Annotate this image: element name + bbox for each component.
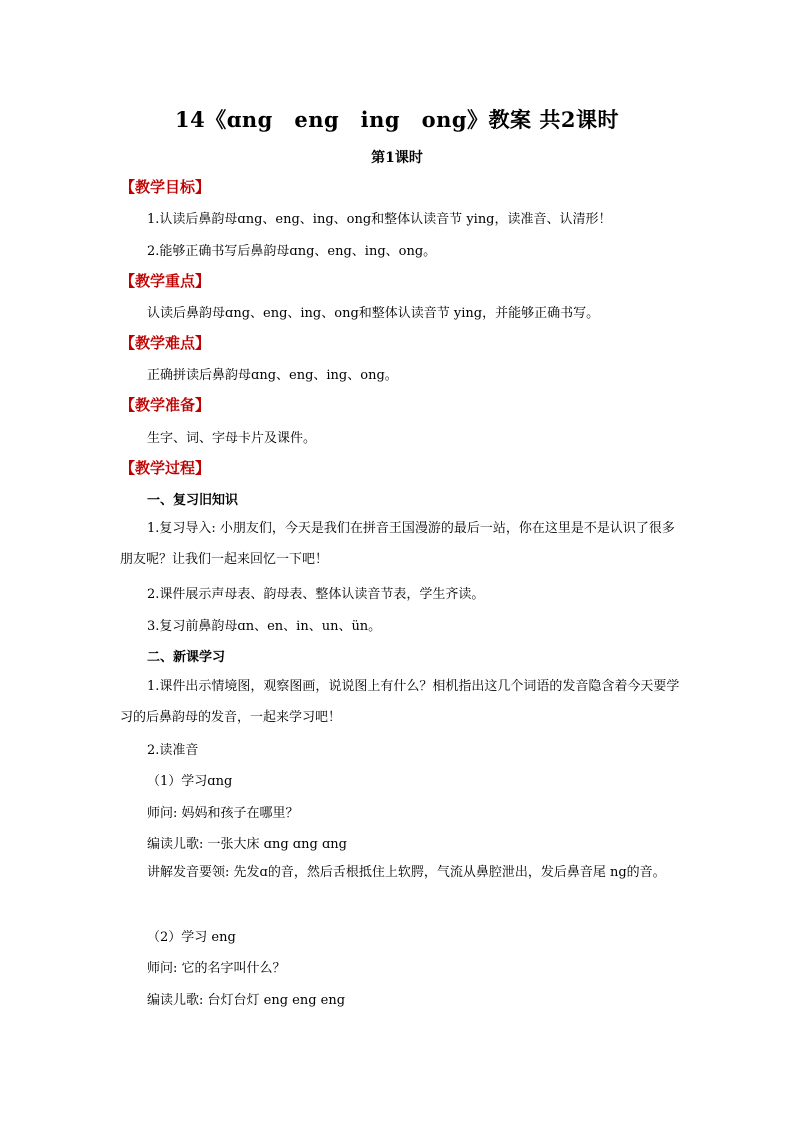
heading-key-points: 【教学重点】 xyxy=(120,272,211,290)
part2-title: 二、新课学习 xyxy=(147,650,226,665)
sub1-explain: 讲解发音要领: 先发ɑ的音，然后舌根抵住上软腭，气流从鼻腔泄出，发后鼻音尾 ng的音。 xyxy=(147,865,666,880)
part1-item-1: 1.复习导入: 小朋友们，今天是我们在拼音王国漫游的最后一站，你在这里是不是认识了很多朋友呢？让我们一起来回忆一下吧！ xyxy=(120,521,675,567)
preparation-text: 生字、词、字母卡片及课件。 xyxy=(147,431,317,446)
part1-item-3: 3.复习前鼻韵母ɑn、en、in、un、ün。 xyxy=(147,619,382,634)
part2-item-1: 1.课件出示情境图，观察图画，说说图上有什么？相机指出这几个词语的发音隐含着今天要学习的后鼻韵母的发音，一起来学习吧！ xyxy=(120,679,680,725)
document-title: 14《ɑng eng ing ong》教案 共2课时 xyxy=(175,107,619,132)
goal-item-2: 2.能够正确书写后鼻韵母ɑng、eng、ing、ong。 xyxy=(147,244,437,259)
heading-process: 【教学过程】 xyxy=(120,459,211,477)
difficulties-text: 正确拼读后鼻韵母ɑng、eng、ing、ong。 xyxy=(147,368,398,383)
sub2-title: （2）学习 eng xyxy=(147,930,236,945)
part2-item-2: 2.读准音 xyxy=(147,743,199,758)
sub1-title: （1）学习ɑng xyxy=(147,774,233,789)
goal-item-1: 1.认读后鼻韵母ɑng、eng、ing、ong和整体认读音节 ying，读准音、认清形！ xyxy=(147,212,612,227)
sub2-question: 师问: 它的名字叫什么？ xyxy=(147,961,286,976)
heading-preparation: 【教学准备】 xyxy=(120,396,211,414)
heading-difficulties: 【教学难点】 xyxy=(120,334,211,352)
part1-item-2: 2.课件展示声母表、韵母表、整体认读音节表，学生齐读。 xyxy=(147,587,485,602)
heading-goals: 【教学目标】 xyxy=(120,178,211,196)
sub1-song: 编读儿歌: 一张大床 ɑng ɑng ɑng xyxy=(147,837,347,852)
part1-title: 一、复习旧知识 xyxy=(147,493,239,508)
sub1-question: 师问: 妈妈和孩子在哪里？ xyxy=(147,806,299,821)
sub2-song: 编读儿歌: 台灯台灯 eng eng eng xyxy=(147,993,346,1008)
key-points-text: 认读后鼻韵母ɑng、eng、ing、ong和整体认读音节 ying，并能够正确书写。 xyxy=(147,306,600,321)
lesson-subtitle: 第1课时 xyxy=(371,150,423,166)
